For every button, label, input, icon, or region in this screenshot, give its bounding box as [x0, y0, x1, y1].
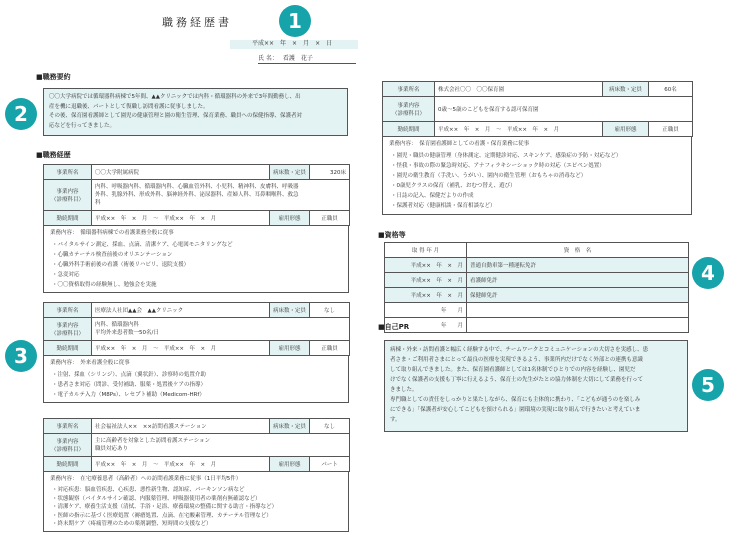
history-heading: ■職務経歴: [36, 151, 71, 159]
duty-item: ・ 0歳児クラスの保育（補乳、おむつ替え、遊び）: [399, 181, 688, 191]
type-value: パート: [310, 457, 350, 472]
pr-line: 病棟・外来・訪問看護と幅広く経験する中で、チームワークとコミュニケーションの大切さを実感し、患: [390, 347, 649, 353]
duty-item: ・ 対応疾患：脳血管疾患、心疾患、悪性新生物、認知症、パーキンソン病など: [60, 486, 345, 495]
office-label: 事業所名: [44, 303, 92, 318]
content-line: 内科、呼吸器内科、循環器内科、心臓血管外科、小児科、精神科、皮膚科、呼吸器: [95, 184, 299, 190]
type-value: 正職員: [310, 341, 350, 356]
content-line: 主に高齢者を対象とした訪問看護ステーション: [95, 438, 211, 444]
qualifications-table: [384, 242, 689, 333]
period-label: 勤続期間: [383, 122, 435, 137]
duty-item: ・ 医師の指示に基づく医療処置（褥瘡処置、点滴、在宅酸素管理、カテーテル管理など）: [60, 512, 345, 521]
pr-line: 者さま・ご利用者さまにとって最良の医療を実現できるよう、事業所内だけでなく外部との連携も意識: [390, 357, 643, 363]
qual-col-date: 取 得 年 月: [385, 243, 467, 258]
office-label: 事業所名: [383, 82, 435, 97]
summary-line: 産を機に退職後、パートとして復職し訪問看護に従事しました。: [49, 103, 209, 110]
duty-item: ・ 患者さま対応（問診、受付補助、服薬・処置後ケアの指導）: [60, 380, 345, 390]
office-name: 〇〇大学附属病院: [92, 165, 270, 180]
badge-4: 4: [692, 257, 724, 289]
badge-2: 2: [5, 98, 37, 130]
duties-title: 業務内容： 外来看護全般に従事: [50, 360, 130, 366]
office-name: 医療法人社団▲▲会 ▲▲クリニック: [92, 303, 270, 318]
duty-item: ・ 状態観察（バイタルサイン確認、内服薬管理、呼吸器使用者の薬剤有無確認など）: [60, 495, 345, 504]
type-label: 雇用形態: [603, 122, 649, 137]
duty-item: ・ バイタルサイン測定、採血、点滴、清潔ケア、心電図モニタリングなど: [60, 240, 345, 250]
beds-label: 病床数・定員: [603, 82, 649, 97]
beds-value: なし: [310, 303, 350, 318]
job-3: [43, 418, 349, 532]
current-job: [382, 81, 692, 215]
summary-line: 〇〇大学病院では循環器科病棟で5年間、▲▲クリニックでは内科・循環器科の外来で3年間勤務し、出: [49, 94, 301, 100]
qual-date: 平成×× 年 × 月: [385, 273, 467, 288]
qual-name: [467, 318, 689, 333]
qualifications-heading: ■資格等: [378, 231, 406, 239]
type-label: 雇用形態: [270, 341, 310, 356]
beds-label: 病床数・定員: [270, 303, 310, 318]
period-value: 平成×× 年 × 月 〜 平成×× 年 × 月: [92, 341, 270, 356]
document-date: 平成×× 年 × 月 × 日: [230, 40, 358, 49]
qual-name: 普通自動車第一種運転免許: [467, 258, 689, 273]
type-label: 雇用形態: [270, 211, 310, 226]
period-label: 勤続期間: [44, 457, 92, 472]
office-label: 事業所名: [44, 165, 92, 180]
content-line: 科: [95, 200, 101, 206]
duty-item: ・ 心臓外科手術前後の看護（術後リハビリ、退院支援）: [60, 260, 345, 270]
qual-date: 年 月: [385, 318, 467, 333]
content-line: 外科、乳腺外科、形成外科、脳神経外科、泌尿器科、産婦人科、耳鼻咽喉科、救急: [95, 192, 299, 198]
badge-1: 1: [279, 5, 311, 37]
qual-date: 年 月: [385, 303, 467, 318]
duties-title: 業務内容： 保育園看護師としての看護・保育業務に従事: [389, 141, 530, 147]
beds-value: 320床: [310, 165, 350, 180]
period-value: 平成×× 年 × 月 〜 平成×× 年 × 月: [435, 122, 603, 137]
content-value: 0歳〜5歳のこどもを保育する認可保育園: [435, 97, 693, 122]
document-title: 職務経歴書: [162, 16, 232, 29]
job-2: [43, 302, 349, 403]
beds-label: 病床数・定員: [270, 419, 310, 434]
qual-date: 平成×× 年 × 月: [385, 288, 467, 303]
duties-title: 業務内容： 循環器科病棟での看護業務全般に従事: [50, 230, 174, 236]
pr-box: [384, 340, 688, 432]
summary-line: その後、保育園看護師として園児の健康管理と園の衛生管理、保育業務、職員への保健指導、保護者対: [49, 113, 303, 119]
pr-line: す。: [390, 417, 401, 423]
duty-item: ・ 終末期ケア（疼痛管理のための薬剤調整、短時間の支援など）: [60, 520, 345, 529]
badge-3: 3: [5, 340, 37, 372]
beds-label: 病床数・定員: [270, 165, 310, 180]
content-label: 事業内容 （診療科目）: [383, 97, 435, 122]
content-label: 事業内容 （診療科目）: [44, 180, 92, 211]
content-line: 内科、循環器内科: [95, 322, 140, 328]
duty-item: ・ 保護者対応（健康相談・保育相談など）: [399, 201, 688, 211]
duties-title: 業務内容： 在宅療養患者（高齢者）への訪問看護業務に従事（1日平均5件）: [50, 476, 242, 482]
office-name: 社会福祉法人×× ××訪問看護ステーション: [92, 419, 270, 434]
pr-line: けでなく保護者の支援も丁寧に行えるよう、保育士の先生がたとの協力体制を大切にして業務を行って: [390, 377, 644, 383]
qual-date: 平成×× 年 × 月: [385, 258, 467, 273]
duty-item: ・ 電子カルテ入力（M8Ps）、レセプト補助（Medicom-HRf）: [60, 390, 345, 400]
duty-item: ・ 園児・職員の健康管理（身体測定、定期健診対応、スキンケア、感染症の予防・対応など）: [399, 151, 688, 161]
duty-item: ・ 怪我・事故の際の緊急時対応、アナフィラキシーショック時の対応（エピペン処置）: [399, 161, 688, 171]
period-label: 勤続期間: [44, 341, 92, 356]
duty-item: ・ 清潔ケア、療養生活支援（清拭、手浴・足浴、療養環境の整備に関する助言・指導など）: [60, 503, 345, 512]
beds-value: 60名: [649, 82, 693, 97]
content-line: 平均外来患者数一50名/日: [95, 330, 159, 336]
beds-value: なし: [310, 419, 350, 434]
type-value: 正職員: [649, 122, 693, 137]
office-label: 事業所名: [44, 419, 92, 434]
duty-item: ・ 〇〇資格取得の経験無し、勉強会を実施: [60, 280, 345, 290]
duty-item: ・ 注射、採血（シリンジ）、点滴（翼状針）、診察時の処置介助: [60, 370, 345, 380]
period-value: 平成×× 年 × 月 〜 平成×× 年 × 月: [92, 211, 270, 226]
type-label: 雇用形態: [270, 457, 310, 472]
pr-line: 専門職としての責任をしっかりと果たしながら、保育にも主体的に携わり、「こどもが通うのを楽しみ: [390, 397, 641, 403]
qual-name: [467, 303, 689, 318]
pr-line: きました。: [390, 387, 418, 393]
content-line: 職員対応あり: [95, 446, 129, 452]
summary-heading: ■職務要約: [36, 73, 71, 81]
summary-line: 応などを行ってきました。: [49, 122, 116, 129]
job-1: [43, 164, 349, 293]
period-value: 平成×× 年 × 月 〜 平成×× 年 × 月: [92, 457, 270, 472]
pr-heading: ■自己PR: [378, 323, 410, 331]
summary-box: [43, 88, 348, 136]
duty-item: ・ 園児の衛生教育（手洗い、うがい）、園内の衛生管理（おもちゃの消毒など）: [399, 171, 688, 181]
duty-item: ・ 心臓カテーテル検査前後のオリエンテーション: [60, 250, 345, 260]
content-label: 事業内容 （診療科目）: [44, 434, 92, 457]
type-value: 正職員: [310, 211, 350, 226]
content-label: 事業内容 （診療科目）: [44, 318, 92, 341]
duty-item: ・ 日誌の記入、保健だよりの作成: [399, 191, 688, 201]
pr-line: して取り組んできました。また、保育園看護師としては1名体制でひとりでの内容を経験し、園児だ: [390, 367, 636, 373]
qual-name: 保健師免許: [467, 288, 689, 303]
qual-col-name: 資 格 名: [467, 243, 689, 258]
badge-5: 5: [692, 369, 724, 401]
office-name: 株式会社〇〇 〇〇保育園: [435, 82, 603, 97]
applicant-name: 氏 名： 看護 花子: [258, 55, 356, 64]
duty-item: ・ 急変対応: [60, 270, 345, 280]
pr-line: にできる」「保護者が安心してこどもを預けられる」園環境の実現に取り組んで行きたいと考えていま: [390, 407, 641, 413]
qual-name: 看護師免許: [467, 273, 689, 288]
period-label: 勤続期間: [44, 211, 92, 226]
